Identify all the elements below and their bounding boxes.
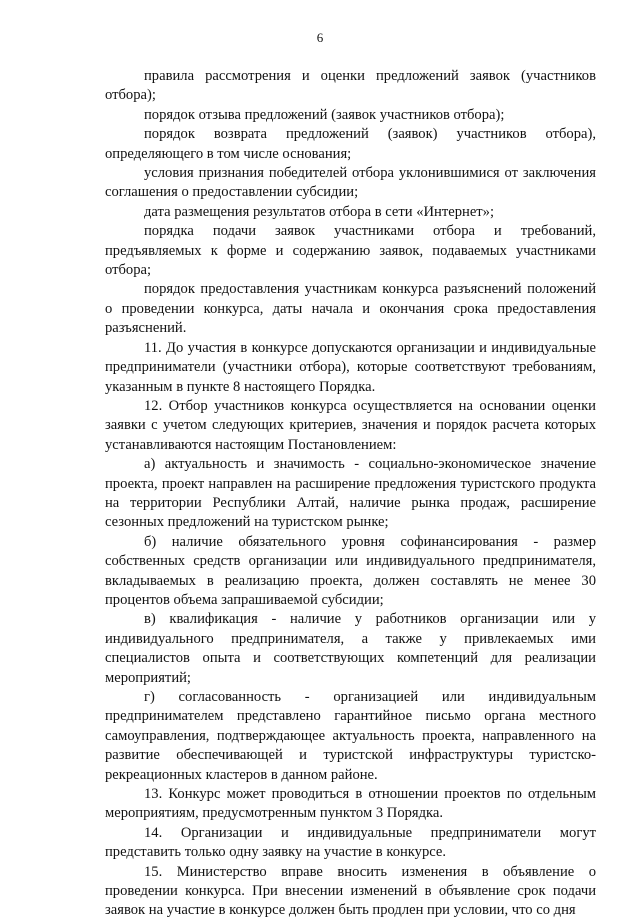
- paragraph-13: 13. Конкурс может проводиться в отношении проектов по отдельным мероприятиям, предусмотренным пунктом 3 Порядка.: [105, 786, 596, 822]
- paragraph-2: порядок отзыва предложений (заявок участников отбора);: [144, 106, 505, 123]
- page-number: 6: [316, 30, 324, 45]
- paragraph-4: условия признания победителей отбора уклонившимися от заключения соглашения о предоставлении субсидии;: [105, 165, 596, 201]
- paragraph-6: порядка подачи заявок участниками отбора и требований, предъявляемых к форме и содержанию заявок, подаваемых участниками отбора;: [105, 223, 596, 279]
- paragraph-15: 15. Министерство вправе вносить изменения в объявление о проведении конкурса. При внесении изменений в объявление срок подачи заявок на участие в конкурсе должен быть продлен при условии, что со дня: [105, 863, 596, 919]
- criterion-g: г) согласованность - организацией или индивидуальным предпринимателем представлено гарантийное письмо органа местного самоуправления, подтверждающее актуальность проекта, направленного на развитие обеспечивающей и туристской инфраструктуры туристско-рекреационных кластеров в данном районе.: [105, 689, 596, 783]
- paragraph-1: правила рассмотрения и оценки предложений заявок (участников отбора);: [105, 68, 596, 104]
- criterion-v: в) квалификация - наличие у работников организации или у индивидуального предпринимателя, а также у привлекаемых ими специалистов опыта и соответствующих компетенций для реализации мероприятий;: [105, 611, 596, 686]
- paragraph-12: 12. Отбор участников конкурса осуществляется на основании оценки заявки с учетом следующих критериев, значения и порядок расчета которых устанавливаются настоящим Постановлением:: [105, 397, 596, 453]
- paragraph-14: 14. Организации и индивидуальные предприниматели могут представить только одну заявку на участие в конкурсе.: [105, 824, 596, 861]
- paragraph-5: дата размещения результатов отбора в сети «Интернет»;: [144, 203, 495, 220]
- document-body: [105, 67, 596, 921]
- paragraph-11: 11. До участия в конкурсе допускаются организации и индивидуальные предприниматели (участники отбора), которые соответствуют требованиям, указанным в пункте 8 настоящего Порядка.: [105, 339, 596, 395]
- criterion-b: б) наличие обязательного уровня софинансирования - размер собственных средств организации или индивидуального предпринимателя, вкладываемых в реализацию проекта, должен составлять не менее 30 процентов объема запрашиваемой субсидии;: [105, 533, 596, 608]
- paragraph-3: порядок возврата предложений (заявок) участников отбора), определяющего в том числе основания;: [105, 126, 596, 162]
- paragraph-7: порядок предоставления участникам конкурса разъяснений положений о проведении конкурса, даты начала и окончания срока предоставления разъяснений.: [105, 281, 596, 337]
- criterion-a: а) актуальность и значимость - социально-экономическое значение проекта, проект направлен на расширение предложения туристского продукта на территории Республики Алтай, наличие рынка продаж, расширение сезонных предложений на туристском рынке;: [105, 456, 596, 531]
